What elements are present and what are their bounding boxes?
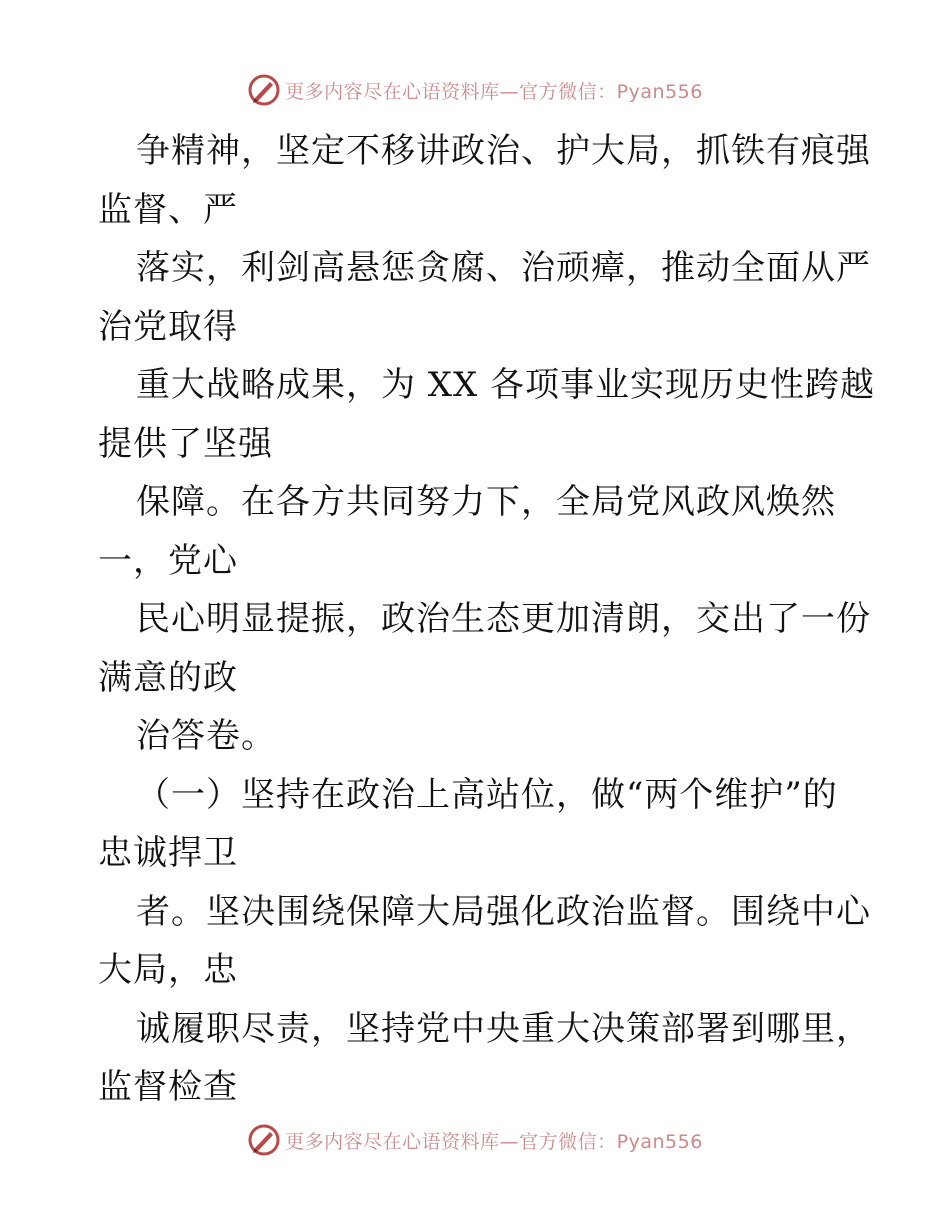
- header-watermark: [0, 72, 950, 108]
- text-line: 诚履职尽责，坚持党中央重大决策部署到哪里，: [136, 1008, 871, 1049]
- footer-watermark: [0, 1122, 950, 1158]
- text-line: 保障。在各方共同努力下，全局党风政风焕然: [136, 482, 836, 522]
- pen-logo-icon: [247, 1123, 281, 1157]
- text-line: 满意的政: [98, 657, 238, 698]
- text-line: 重大战略成果，为 XX 各项事业实现历史性跨越: [136, 365, 876, 405]
- text-line: 治答卷。: [136, 716, 276, 756]
- text-line: 者。坚决围绕保障大局强化政治监督。围绕中心: [136, 891, 871, 932]
- text-line: 监督检查: [98, 1067, 238, 1107]
- text-line: 忠诚捍卫: [98, 833, 238, 873]
- document-body: [98, 122, 876, 1117]
- pen-logo-icon: [247, 73, 281, 107]
- watermark-text: 更多内容尽在心语资料库—官方微信：Pyan556: [285, 1130, 703, 1153]
- text-line: 提供了坚强: [98, 423, 273, 464]
- text-line: 民心明显提振，政治生态更加清朗，交出了一份: [136, 599, 871, 639]
- text-line: 一，党心: [98, 540, 238, 581]
- text-line: 监督、严: [98, 189, 238, 230]
- text-line: 大局，忠: [98, 950, 238, 990]
- text-line: （一）坚持在政治上高站位，做“两个维护”的: [136, 774, 838, 815]
- watermark-text: 更多内容尽在心语资料库—官方微信：Pyan556: [285, 80, 703, 103]
- text-line: 争精神，坚定不移讲政治、护大局，抓铁有痕强: [136, 131, 871, 171]
- text-line: 治党取得: [98, 306, 238, 347]
- text-line: 落实，利剑高悬惩贪腐、治顽瘴，推动全面从严: [136, 248, 871, 288]
